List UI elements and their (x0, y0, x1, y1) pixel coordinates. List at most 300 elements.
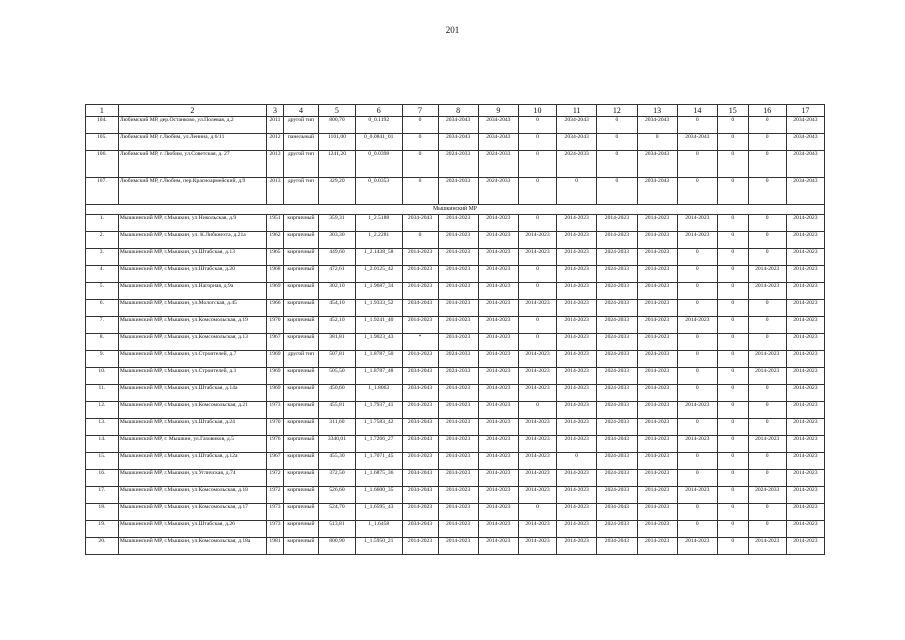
table-cell: 2034-2043 (637, 151, 677, 178)
table-cell: 2014-2023 (438, 317, 478, 334)
table-cell: 2024-2033 (597, 487, 637, 504)
table-cell: кирпичный (283, 266, 318, 283)
table-cell: 2014-2023 (438, 538, 478, 555)
table-cell: 0 (597, 117, 637, 134)
table-cell: 2014-2023 (637, 419, 677, 436)
table-cell: 0 (717, 134, 748, 151)
table-cell: Мышкинский МР, г.Мышкин, ул.Комсомольская, д.21 (118, 402, 266, 419)
table-cell: 2014-2023 (557, 351, 597, 368)
table-cell: 0_0.0841_01 (355, 134, 402, 151)
column-header: 8 (438, 105, 478, 117)
table-cell: 2024-2033 (478, 151, 518, 178)
table-row (86, 504, 825, 521)
table-row (86, 266, 825, 283)
table-cell: Мышкинский МР, г.Мышкин, ул.Мологская, д.45 (118, 300, 266, 317)
column-header: 9 (478, 105, 518, 117)
table-cell: 2014-2023 (748, 283, 786, 300)
table-cell: 0_0.0398 (355, 151, 402, 178)
table-cell: 0 (518, 178, 556, 205)
table-cell: 5. (86, 283, 119, 300)
table-cell: 2014-2023 (786, 504, 824, 521)
table-cell: Мышкинский МР, г.Мышкин, ул.Штабская, д.26 (118, 521, 266, 538)
table-cell: 2014-2023 (518, 232, 556, 249)
table-cell: 1_1.6600_35 (355, 487, 402, 504)
table-cell: 1_1.6875_36 (355, 470, 402, 487)
table-cell: 2024-2033 (597, 521, 637, 538)
table-cell: 329,20 (318, 178, 355, 205)
table-cell: 2034-2043 (597, 436, 637, 453)
table-cell: 2014-2023 (557, 317, 597, 334)
section-title: Мышкинский МР (86, 205, 825, 215)
table-cell: другой тип (283, 117, 318, 134)
table-cell: 2014-2023 (557, 402, 597, 419)
table-cell: 0 (717, 266, 748, 283)
table-row (86, 283, 825, 300)
table-cell: 0_0.1192 (355, 117, 402, 134)
table-cell: 524,70 (318, 504, 355, 521)
table-cell: 2034-2043 (677, 134, 717, 151)
table-cell: 2014-2023 (637, 538, 677, 555)
table-cell: 2034-2043 (557, 134, 597, 151)
table-cell: 2014-2023 (438, 402, 478, 419)
table-cell: 2014-2023 (786, 368, 824, 385)
table-cell: 1241,20 (318, 151, 355, 178)
table-cell: кирпичный (283, 470, 318, 487)
table-cell: 2034-2043 (786, 134, 824, 151)
table-cell: 2014-2023 (438, 334, 478, 351)
table-cell: 0 (748, 402, 786, 419)
table-cell: 0 (677, 351, 717, 368)
table-cell: 2024-2033 (597, 453, 637, 470)
table-cell: 2. (86, 232, 119, 249)
table-cell: 0 (748, 453, 786, 470)
table-cell: 0 (402, 117, 438, 134)
table-cell: 2014-2023 (557, 368, 597, 385)
table-cell: 0 (518, 117, 556, 134)
table-cell: 2014-2023 (786, 266, 824, 283)
table-cell: 2014-2023 (557, 300, 597, 317)
table-cell: 10. (86, 368, 119, 385)
table-cell: 1_1.8787_48 (355, 368, 402, 385)
table-cell: 2014-2023 (478, 317, 518, 334)
table-cell: 0 (717, 334, 748, 351)
table-cell: 2014-2023 (677, 232, 717, 249)
table-cell: 2024-2033 (597, 266, 637, 283)
table-cell: 106. (86, 151, 119, 178)
table-cell: 2034-2043 (786, 178, 824, 205)
table-cell: 2024-2033 (597, 283, 637, 300)
table-cell: 2014-2023 (557, 266, 597, 283)
table-cell: 2014-2023 (518, 249, 556, 266)
table-cell: 2014-2023 (438, 504, 478, 521)
table-cell: 0 (518, 215, 556, 232)
table-cell: 2014-2023 (557, 487, 597, 504)
table-cell: 0 (717, 436, 748, 453)
column-header: 15 (717, 105, 748, 117)
table-header-row (86, 105, 825, 117)
table-cell: 800,90 (318, 538, 355, 555)
housing-program-table (85, 104, 825, 555)
table-cell: 0 (518, 334, 556, 351)
table-cell: 1967 (267, 334, 284, 351)
table-cell: 7. (86, 317, 119, 334)
table-cell: 2034-2043 (402, 521, 438, 538)
table-cell: 2024-2033 (597, 249, 637, 266)
table-cell: 1_1.9333_52 (355, 300, 402, 317)
table-cell: 372,50 (318, 470, 355, 487)
table-cell: 0 (748, 151, 786, 178)
table-cell: 2024-2033 (478, 178, 518, 205)
table-row (86, 470, 825, 487)
page-number: 201 (445, 25, 460, 35)
table-cell: 2034-2043 (402, 436, 438, 453)
table-cell: 452,10 (318, 317, 355, 334)
table-cell: 12. (86, 402, 119, 419)
table-cell: Мышкинский МР, г.Мышкин, ул.Комсомольская, д.17 (118, 504, 266, 521)
table-cell: 2014-2023 (478, 300, 518, 317)
table-cell: 2014-2023 (518, 300, 556, 317)
table-cell: 2014-2023 (748, 436, 786, 453)
table-cell: 0 (717, 300, 748, 317)
table-cell: 2014-2023 (478, 283, 518, 300)
table-cell: Мышкинский МР, г.Мышкин, ул.Угличская, д.74 (118, 470, 266, 487)
table-cell: 0 (402, 151, 438, 178)
table-cell: 0 (677, 300, 717, 317)
table-cell: 0 (518, 266, 556, 283)
table-cell: 0 (717, 215, 748, 232)
table-cell: 2014-2023 (438, 453, 478, 470)
table-cell: 2014-2023 (438, 300, 478, 317)
table-cell: 0 (748, 215, 786, 232)
table-cell: 2014-2023 (518, 487, 556, 504)
table-cell: 507,81 (318, 351, 355, 368)
table-cell: Мышкинский МР, г.Мышкин, ул. К.Либкнехта, д.21а (118, 232, 266, 249)
table-cell: кирпичный (283, 385, 318, 402)
table-cell: 2024-2033 (597, 419, 637, 436)
table-cell: 0 (717, 368, 748, 385)
table-cell: 2014-2023 (478, 368, 518, 385)
table-cell: 2014-2023 (402, 317, 438, 334)
table-row (86, 334, 825, 351)
table-cell: 2014-2023 (402, 249, 438, 266)
table-cell: 2034-2043 (478, 134, 518, 151)
table-cell: 1_1.9023_43 (355, 334, 402, 351)
table-cell: кирпичный (283, 283, 318, 300)
table-cell: 2024-2033 (438, 151, 478, 178)
table-cell: 2014-2023 (438, 521, 478, 538)
table-cell: 2014-2023 (438, 385, 478, 402)
table-cell: 0 (717, 419, 748, 436)
table-cell: 13. (86, 419, 119, 436)
table-cell: * (402, 334, 438, 351)
table-cell: 105. (86, 134, 119, 151)
table-cell: 0 (748, 249, 786, 266)
table-cell: 2014-2023 (438, 215, 478, 232)
table-cell: Мышкинский МР, г. Мышкин, ул.Газовиков, д.5 (118, 436, 266, 453)
table-cell: 2014-2023 (478, 215, 518, 232)
table-cell: 2014-2023 (637, 266, 677, 283)
table-cell: 16. (86, 470, 119, 487)
table-cell: 0 (748, 232, 786, 249)
table-cell: 1. (86, 215, 119, 232)
table-cell: 2014-2023 (748, 266, 786, 283)
table-cell: 0_0.0353 (355, 178, 402, 205)
column-header: 5 (318, 105, 355, 117)
table-cell: 0 (717, 453, 748, 470)
table-cell: 2014-2023 (478, 351, 518, 368)
table-cell: 2014-2023 (637, 487, 677, 504)
table-cell: 2013 (267, 151, 284, 178)
table-cell: 2012 (267, 134, 284, 151)
table-row (86, 436, 825, 453)
table-cell: 0 (717, 232, 748, 249)
table-row (86, 151, 825, 178)
table-cell: 1969 (267, 283, 284, 300)
table-cell: Мышкинский МР, г.Мышкин, ул.Комсомольская, д.13 (118, 334, 266, 351)
table-cell: 4. (86, 266, 119, 283)
table-cell: 1966 (267, 300, 284, 317)
table-row (86, 368, 825, 385)
table-cell: 2014-2023 (402, 538, 438, 555)
table-cell: 2014-2023 (637, 436, 677, 453)
table-cell: 0 (717, 538, 748, 555)
table-cell: 2014-2023 (478, 402, 518, 419)
table-cell: 2014-2023 (438, 419, 478, 436)
table-cell: 2034-2043 (402, 300, 438, 317)
table-cell: 2034-2043 (597, 538, 637, 555)
table-cell: кирпичный (283, 368, 318, 385)
table-cell: 0 (402, 178, 438, 205)
table-cell: 2014-2023 (402, 351, 438, 368)
table-cell: 2024-2033 (438, 351, 478, 368)
table-cell: 0 (677, 470, 717, 487)
table-cell: Мышкинский МР, г.Мышкин, ул.Штабская, д.14а (118, 385, 266, 402)
table-cell: 1976 (267, 436, 284, 453)
table-cell: 17. (86, 487, 119, 504)
table-cell: 2014-2023 (478, 249, 518, 266)
table-cell: 472,61 (318, 266, 355, 283)
table-cell: 2014-2023 (557, 385, 597, 402)
table-cell: 2014-2023 (677, 436, 717, 453)
table-cell: 0 (717, 151, 748, 178)
table-cell: 1_1.9687_34 (355, 283, 402, 300)
table-cell: 2014-2023 (518, 521, 556, 538)
table-cell: 0 (677, 117, 717, 134)
table-cell: 3. (86, 249, 119, 266)
table-cell: 2014-2023 (402, 453, 438, 470)
table-cell: 1_2.5188 (355, 215, 402, 232)
table-cell: кирпичный (283, 521, 318, 538)
table-cell: 2014-2023 (518, 419, 556, 436)
table-row (86, 385, 825, 402)
table-cell: 2024-2033 (637, 351, 677, 368)
table-cell: 505,50 (318, 368, 355, 385)
table-cell: 2014-2023 (438, 436, 478, 453)
table-cell: 2014-2023 (518, 385, 556, 402)
table-cell: 0 (402, 232, 438, 249)
table-cell: 2014-2023 (557, 249, 597, 266)
table-cell: 2014-2023 (677, 317, 717, 334)
table-cell: 2014-2023 (478, 487, 518, 504)
table-cell: 0 (518, 134, 556, 151)
table-cell: 1968 (267, 266, 284, 283)
table-cell: 526,60 (318, 487, 355, 504)
table-cell: 0 (677, 385, 717, 402)
table-cell: 2024-2033 (438, 178, 478, 205)
table-cell: 2014-2023 (637, 317, 677, 334)
table-cell: Мышкинский МР, г.Мышкин, ул.Строителей, д.7 (118, 351, 266, 368)
table-cell: 2014-2023 (637, 368, 677, 385)
table-cell: 0 (717, 178, 748, 205)
table-row (86, 419, 825, 436)
table-cell: 302,10 (318, 283, 355, 300)
table-cell: 3340,01 (318, 436, 355, 453)
table-cell: Мышкинский МР, г.Мышкин, ул.Строителей, д.1 (118, 368, 266, 385)
table-cell: 2014-2023 (518, 538, 556, 555)
table-cell: 2014-2023 (438, 487, 478, 504)
table-cell: 2024-2033 (597, 334, 637, 351)
table-row (86, 317, 825, 334)
table-cell: кирпичный (283, 317, 318, 334)
table-cell: 2024-2033 (597, 470, 637, 487)
table-cell: 2014-2023 (402, 504, 438, 521)
table-cell: 2014-2023 (478, 266, 518, 283)
column-header: 4 (283, 105, 318, 117)
table-cell: 107. (86, 178, 119, 205)
table-cell: 2014-2023 (478, 538, 518, 555)
table-cell: 1973 (267, 504, 284, 521)
table-cell: 0 (748, 334, 786, 351)
table-cell: 2014-2023 (518, 351, 556, 368)
table-cell: 1_1.7266_27 (355, 436, 402, 453)
table-cell: кирпичный (283, 487, 318, 504)
table-cell: 455,81 (318, 402, 355, 419)
table-row (86, 178, 825, 205)
table-cell: 2014-2023 (438, 249, 478, 266)
table-cell: 2014-2023 (518, 453, 556, 470)
table-cell: Мышкинский МР, г.Мышкин, ул.Комсомольская, д.18 (118, 487, 266, 504)
table-cell: 359,31 (318, 215, 355, 232)
table-row (86, 232, 825, 249)
table-cell: 2014-2023 (637, 453, 677, 470)
table-row (86, 402, 825, 419)
table-cell: 0 (717, 385, 748, 402)
table-cell: 104. (86, 117, 119, 134)
table-cell: 0 (717, 470, 748, 487)
table-cell: 2034-2043 (786, 151, 824, 178)
column-header: 6 (355, 105, 402, 117)
table-cell: 0 (677, 521, 717, 538)
table-cell: 1_1.7937_41 (355, 402, 402, 419)
table-cell: 0 (402, 134, 438, 151)
table-cell: 0 (748, 300, 786, 317)
table-cell: 1_1.5950_21 (355, 538, 402, 555)
table-cell: 2014-2023 (402, 266, 438, 283)
table-row (86, 117, 825, 134)
table-cell: Мышкинский МР, г.Мышкин, ул.Штабская, д.13 (118, 249, 266, 266)
table-cell: 2014-2023 (748, 538, 786, 555)
table-row (86, 453, 825, 470)
table-cell: кирпичный (283, 232, 318, 249)
table-cell: 2024-2033 (597, 300, 637, 317)
table-cell: 2014-2023 (402, 283, 438, 300)
table-cell: 2014-2023 (557, 470, 597, 487)
table-cell: 0 (677, 283, 717, 300)
table-cell: 1970 (267, 419, 284, 436)
table-cell: 0 (748, 385, 786, 402)
table-cell: Мышкинский МР, г.Мышкин, ул.Штабская, д.12а (118, 453, 266, 470)
table-row (86, 487, 825, 504)
table-cell: 2034-2043 (597, 504, 637, 521)
table-cell: 2024-2033 (597, 351, 637, 368)
table-cell: 2014-2023 (786, 215, 824, 232)
table-cell: 449,60 (318, 249, 355, 266)
table-row (86, 351, 825, 368)
table-cell: Мышкинский МР, г.Мышкин, ул.Штабская, д.24 (118, 419, 266, 436)
table-cell: 2034-2043 (402, 470, 438, 487)
table-cell: 9. (86, 351, 119, 368)
table-cell: 2014-2023 (518, 436, 556, 453)
table-cell: Любимский МР, г. Любим, ул.Советская, д. 27 (118, 151, 266, 178)
table-cell: 2034-2043 (438, 134, 478, 151)
table-cell: 2011 (267, 117, 284, 134)
table-cell: 1972 (267, 487, 284, 504)
table-cell: 0 (518, 283, 556, 300)
table-cell: Любимский МР, г.Любим, ул.Ленина, д.6/11 (118, 134, 266, 151)
table-cell: 1972 (267, 470, 284, 487)
table-cell: 1967 (267, 453, 284, 470)
table-cell: 1969 (267, 368, 284, 385)
table-cell: 2014-2023 (786, 419, 824, 436)
table-cell: 2014-2023 (786, 317, 824, 334)
table-cell: 1951 (267, 215, 284, 232)
table-cell: 20. (86, 538, 119, 555)
table-cell: 0 (748, 317, 786, 334)
table-cell: кирпичный (283, 504, 318, 521)
table-cell: кирпичный (283, 419, 318, 436)
table-cell: 0 (518, 504, 556, 521)
table-cell: 0 (748, 117, 786, 134)
table-cell: 0 (677, 334, 717, 351)
table-cell: кирпичный (283, 436, 318, 453)
table-cell: 2014-2023 (478, 436, 518, 453)
table-cell: 2014-2023 (438, 470, 478, 487)
table-cell: 0 (717, 283, 748, 300)
table-cell: 800,70 (318, 117, 355, 134)
table-cell: 0 (518, 151, 556, 178)
table-cell: 2034-2043 (402, 385, 438, 402)
table-cell: 0 (717, 317, 748, 334)
table-cell: 2034-2043 (402, 215, 438, 232)
table-cell: 0 (717, 504, 748, 521)
table-cell: кирпичный (283, 300, 318, 317)
table-cell: 0 (717, 521, 748, 538)
table-row (86, 521, 825, 538)
table-cell: 2014-2023 (786, 249, 824, 266)
table-cell: 0 (677, 504, 717, 521)
table-cell: 2014-2023 (637, 521, 677, 538)
table-cell: 2014-2023 (677, 215, 717, 232)
table-cell: 2014-2023 (786, 300, 824, 317)
table-cell: 2014-2023 (637, 334, 677, 351)
table-cell: другой тип (283, 178, 318, 205)
table-cell: 1_1.6595_43 (355, 504, 402, 521)
column-header: 11 (557, 105, 597, 117)
table-cell: 2014-2023 (677, 538, 717, 555)
table-cell: 2014-2023 (557, 232, 597, 249)
table-cell: 1981 (267, 538, 284, 555)
table-cell: 2014-2023 (478, 470, 518, 487)
